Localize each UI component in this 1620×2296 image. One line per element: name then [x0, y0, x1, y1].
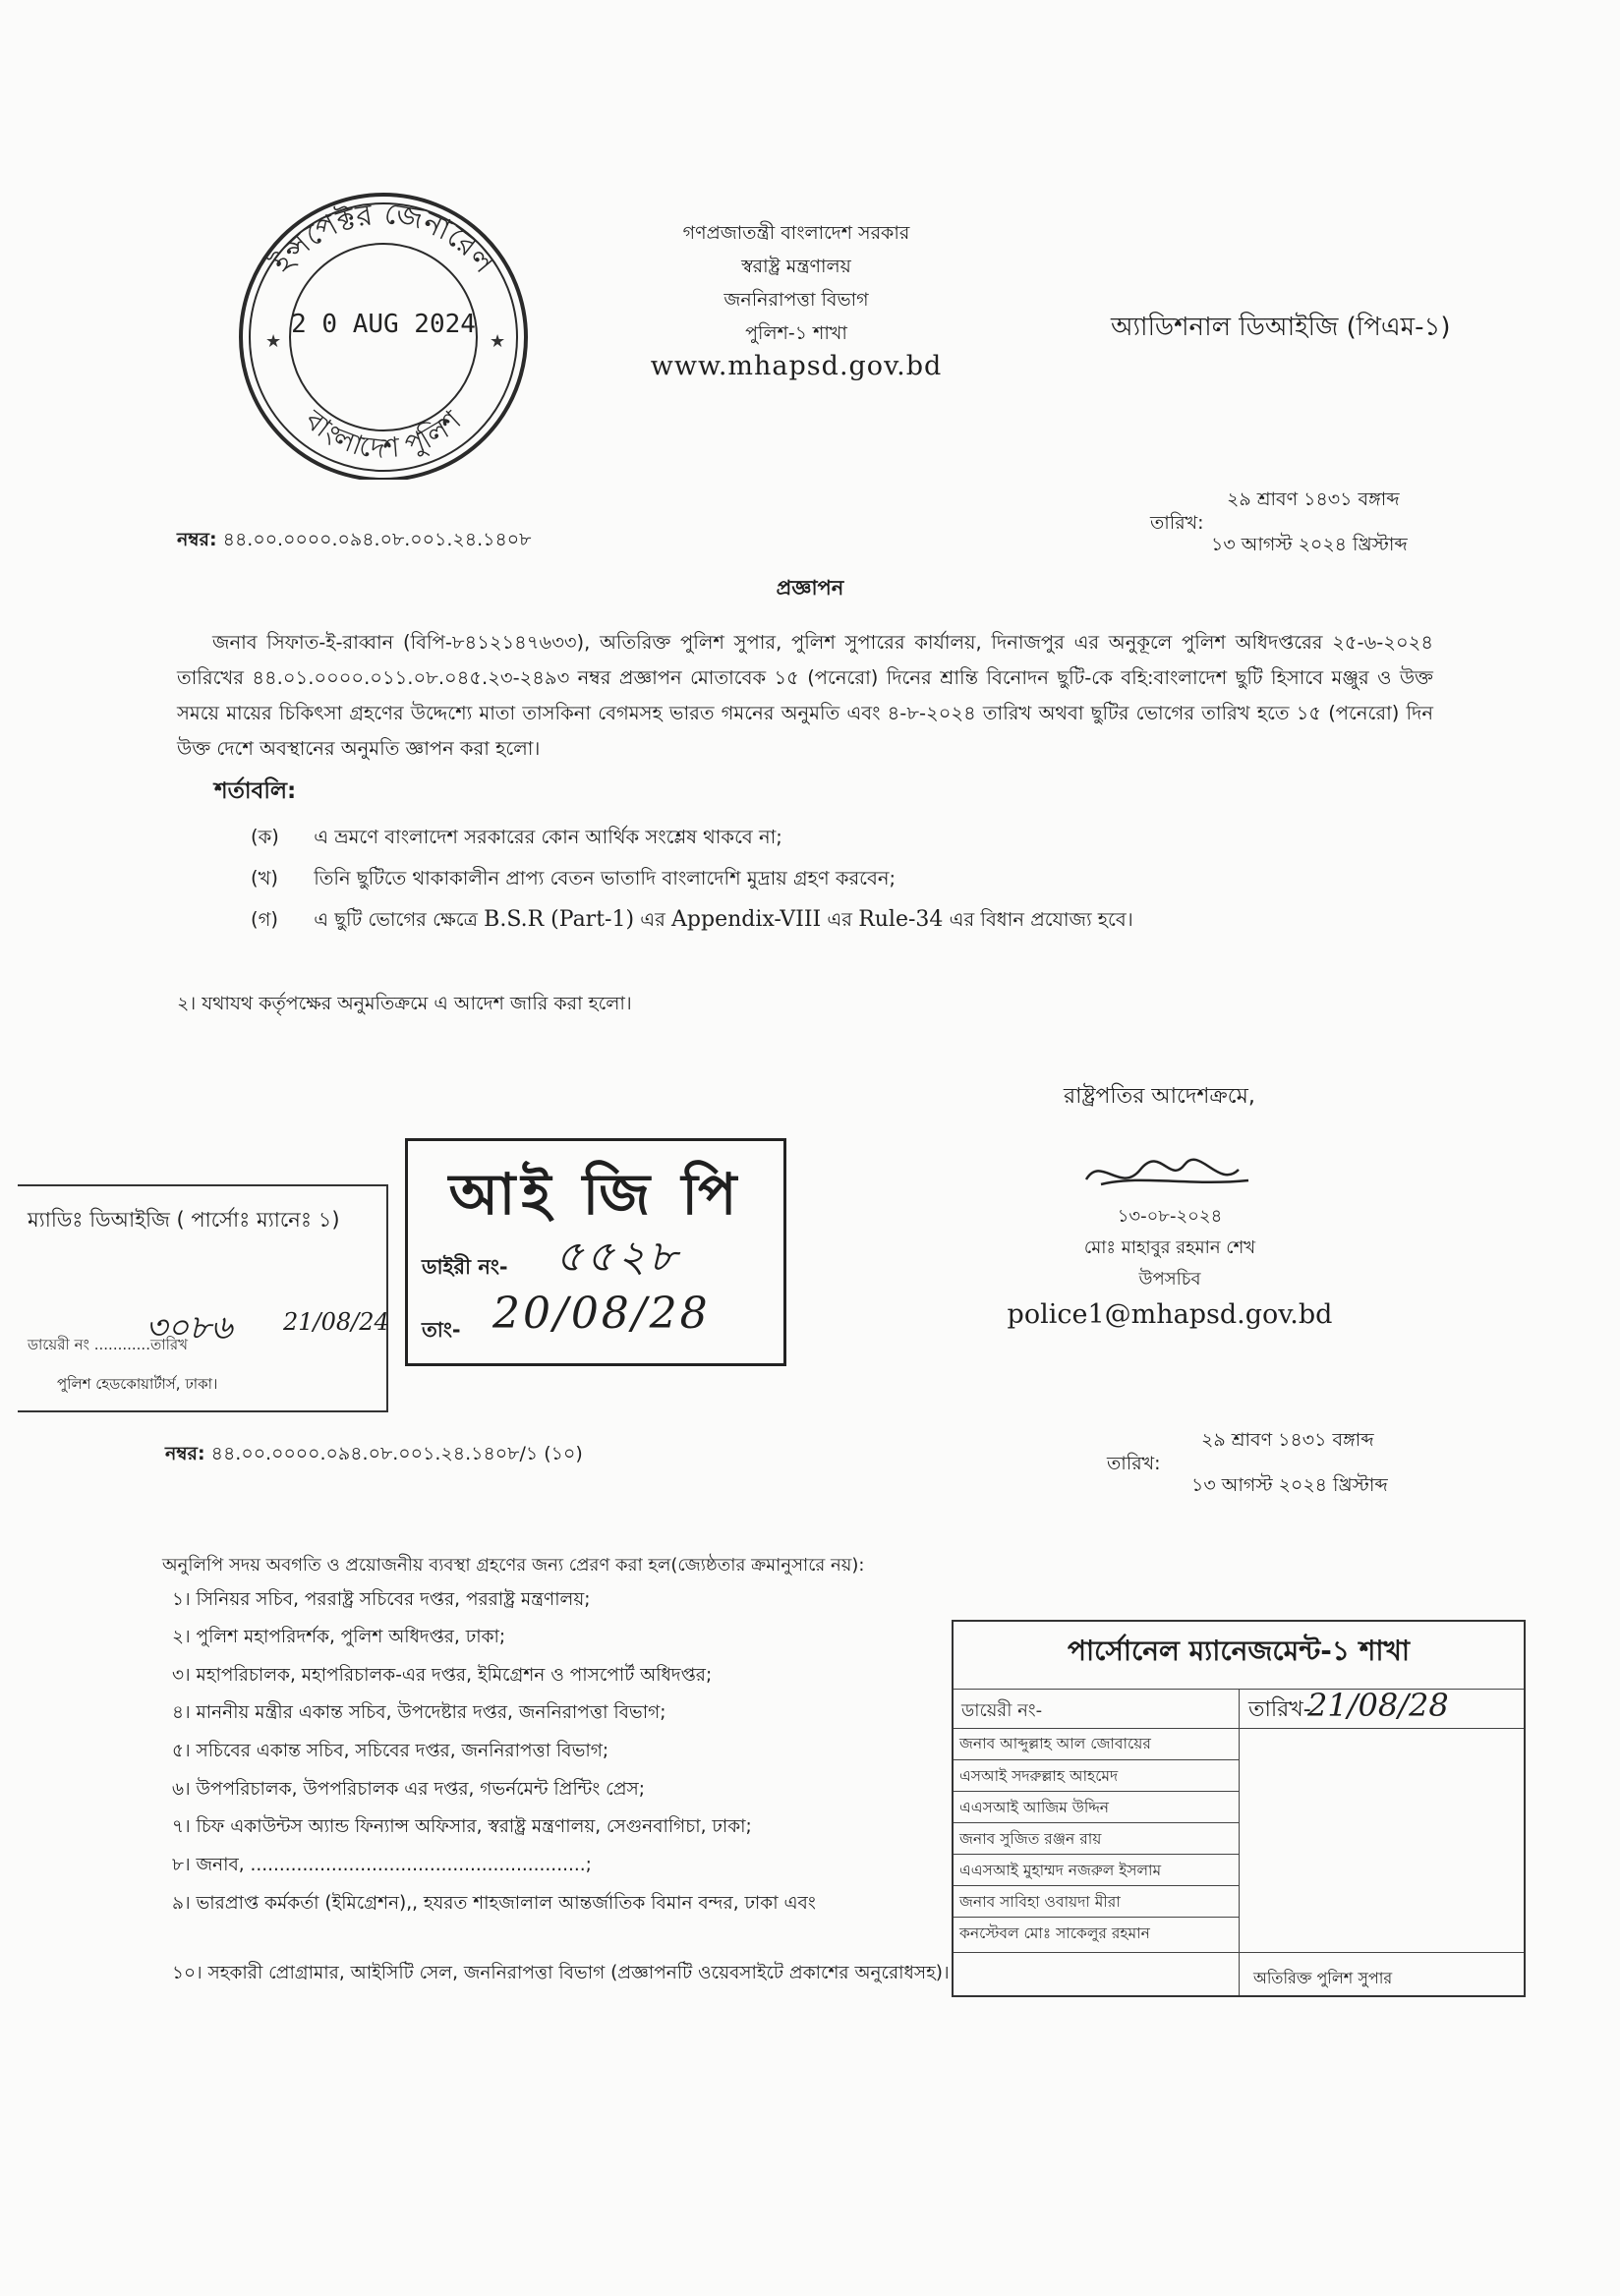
date-bangla: ২৯ শ্রাবণ ১৪৩১ বঙ্গাব্দ [1227, 488, 1400, 510]
branch-officer: কনস্টেবল মোঃ সাকেলুর রহমান [959, 1924, 1150, 1942]
igp-diary-stamp [405, 1138, 786, 1366]
memo-number-value: ৪৪.০০.০০০০.০৯৪.০৮.০০১.২৪.১৪০৮ [222, 529, 532, 550]
branch-officer: এসআই সদরুল্লাহ আহমেদ [959, 1767, 1119, 1785]
memo-number-value: ৪৪.০০.০০০০.০৯৪.০৮.০০১.২৪.১৪০৮/১ (১০) [210, 1443, 583, 1464]
copy-recipient: ৯। ভারপ্রাপ্ত কর্মকর্তা (ইমিগ্রেশন),, হযরত শাহজালাল আন্তর্জাতিক বিমান বন্দর, ঢাকা এবং [172, 1893, 816, 1914]
signer-designation: উপসচিব [1138, 1269, 1201, 1290]
date-english: ১৩ আগস্ট ২০২৪ খ্রিস্টাব্দ [1191, 1474, 1388, 1496]
branch-diary-label: ডায়েরী নং- [961, 1700, 1043, 1721]
copy-recipient: ৪। মাননীয় মন্ত্রীর একান্ত সচিব, উপদেষ্টার দপ্তর, জননিরাপত্তা বিভাগ; [172, 1702, 666, 1723]
sign-date: ১৩-০৮-২০২৪ [1117, 1206, 1223, 1227]
condition-key: (ক) [251, 826, 279, 848]
handwritten-date: 21/08/24 [283, 1308, 389, 1336]
copy-recipient: ১। সিনিয়র সচিব, পররাষ্ট্র সচিবের দপ্তর, পররাষ্ট্র মন্ত্রণালয়; [172, 1589, 591, 1610]
header-line-4: পুলিশ-১ শাখা [745, 322, 847, 344]
copy-recipient: ৭। চিফ একাউন্টস অ্যান্ড ফিন্যান্স অফিসার, স্বরাষ্ট্র মন্ত্রণালয়, সেগুনবাগিচা, ঢাকা; [172, 1816, 752, 1837]
star-icon: ★ [265, 331, 282, 352]
condition-text: এ ছুটি ভোগের ক্ষেত্রে [314, 908, 478, 931]
website-link[interactable]: www.mhapsd.gov.bd [650, 351, 943, 381]
signatory-block [1003, 1201, 1337, 1331]
header-line-3: জননিরাপত্তা বিভাগ [723, 289, 869, 311]
header-line-1: গণপ্রজাতন্ত্রী বাংলাদেশ সরকার [682, 222, 910, 244]
condition-item [251, 906, 1133, 938]
condition-item [251, 865, 896, 896]
copy-intro: অনুলিপি সদয় অবগতি ও প্রয়োজনীয় ব্যবস্থা গ্রহণের জন্য প্রেরণ করা হল(জ্যেষ্ঠতার ক্রমানুসারে নয়): [162, 1555, 865, 1576]
memo-label: নম্বর: [165, 1443, 205, 1464]
date-label: তারিখ: [1150, 512, 1204, 534]
para-2: ২। যথাযথ কর্তৃপক্ষের অনুমতিক্রমে এ আদেশ জারি করা হলো। [177, 993, 632, 1014]
condition-item [251, 824, 782, 855]
star-icon: ★ [490, 331, 506, 352]
condition-key: (গ) [251, 908, 278, 931]
seal-date: 2 0 AUG 2024 [291, 310, 476, 339]
seal-bottom-text: বাংলাদেশ পুলিশ [299, 403, 468, 465]
igp-date-label: তাং- [422, 1318, 461, 1342]
copy-recipient: ১০। সহকারী প্রোগ্রামার, আইসিটি সেল, জননিরাপত্তা বিভাগ (প্রজ্ঞাপনটি ওয়েবসাইটে প্রকাশের অনুরোধসহ)। [172, 1963, 950, 1983]
date-bangla: ২৯ শ্রাবণ ১৪৩১ বঙ্গাব্দ [1201, 1429, 1374, 1451]
branch-date-label: তারিখ- [1248, 1697, 1311, 1722]
copy-recipient: ৮। জনাব, ..........................................................; [172, 1855, 592, 1875]
igp-diary-label: ডাইরী নং- [422, 1255, 508, 1279]
condition-text: তিনি ছুটিতে থাকাকালীন প্রাপ্য বেতন ভাতাদি বাংলাদেশি মুদ্রায় গ্রহণ করবেন; [314, 867, 897, 890]
condition-text: এর [640, 908, 665, 931]
branch-officer: জনাব সাবিহা ওবায়দা মীরা [959, 1893, 1121, 1911]
condition-text: এর [827, 908, 852, 931]
stamp-title: ম্যাডিঃ ডিআইজি ( পার্সোঃ ম্যানেঃ ১) [28, 1208, 340, 1232]
condition-latin: B.S.R (Part-1) [484, 907, 635, 932]
condition-key: (খ) [251, 867, 279, 890]
stamp-diary-date-label: ডায়েরী নং ............তারিখ [28, 1336, 188, 1353]
ministry-header [550, 216, 1042, 383]
condition-latin: Appendix-VIII [671, 907, 822, 932]
addl-dig-note: অ্যাডিশনাল ডিআইজি (পিএম-১) [1111, 313, 1451, 342]
notice-body: জনাব সিফাত-ই-রাব্বান (বিপি-৮৪১২১৪৭৬৩৩), অতিরিক্ত পুলিশ সুপার, পুলিশ সুপারের কার্যালয়, দিনাজপুর এর অনুকূলে পুলিশ অধিদপ্তরের ২৫-৬-২০২৪ তারিখের ৪৪.০১.০০০০.০১১.০৮.০৪৫.২৩-২৪৯৩ নম্বর প্রজ্ঞাপন মোতাবেক ১৫ (পনেরো) দিনের শ্রান্তি বিনোদন ছুটি-কে বহি:বাংলাদেশ ছুটি হিসাবে মঞ্জুর ও উক্ত সময়ে মায়ের চিকিৎসা গ্রহণের উদ্দেশ্যে মাতা তাসকিনা বেগমসহ ভারত গমনের অনুমতি এবং ৪-৮-২০২৪ তারিখ অথবা ছুটির ভোগের তারিখ হতে ১৫ (পনেরো) দিন উক্ত দেশে অবস্থানের অনুমতি জ্ঞাপন করা হলো। [177, 631, 1433, 760]
copy-memo-number [165, 1440, 583, 1471]
personnel-management-stamp [952, 1620, 1526, 1997]
igp-round-seal [226, 185, 541, 480]
branch-date-value: 21/08/28 [1307, 1687, 1449, 1724]
signature-scribble [1081, 1145, 1258, 1204]
copy-recipient: ৩। মহাপরিচালক, মহাপরিচালক-এর দপ্তর, ইমিগ্রেশন ও পাসপোর্ট অধিদপ্তর; [172, 1665, 713, 1686]
president-order: রাষ্ট্রপতির আদেশক্রমে, [1064, 1084, 1255, 1109]
branch-officer: এএসআই মুহাম্মদ নজরুল ইসলাম [959, 1862, 1162, 1879]
copy-recipient: ২। পুলিশ মহাপরিদর্শক, পুলিশ অধিদপ্তর, ঢাকা; [172, 1627, 506, 1647]
branch-officer: জনাব আব্দুল্লাহ আল জোবায়ের [959, 1735, 1151, 1752]
igp-stamp-title: আই জি পি [448, 1161, 743, 1228]
date-label: তারিখ: [1107, 1453, 1161, 1474]
notice-title: প্রজ্ঞাপন [776, 576, 844, 600]
memo-label: নম্বর: [177, 529, 217, 550]
date-english: ১৩ আগস্ট ২০২৪ খ্রিস্টাব্দ [1211, 534, 1408, 555]
condition-text: এ ভ্রমণে বাংলাদেশ সরকারের কোন আর্থিক সংশ্লেষ থাকবে না; [314, 826, 782, 848]
addl-dig-receipt-stamp [18, 1184, 388, 1412]
igp-diary-no: ৫৫২৮ [555, 1232, 680, 1282]
copy-recipient: ৬। উপপরিচালক, উপপরিচালক এর দপ্তর, গভর্নমেন্ট প্রিন্টিং প্রেস; [172, 1779, 645, 1800]
igp-date-value: 20/08/28 [492, 1289, 711, 1339]
signer-email[interactable]: police1@mhapsd.gov.bd [1007, 1299, 1333, 1330]
header-line-2: স্বরাষ্ট্র মন্ত্রণালয় [741, 256, 851, 277]
memo-number [177, 526, 531, 557]
condition-text: এর বিধান প্রযোজ্য হবে। [949, 908, 1133, 931]
branch-signature-line: অতিরিক্ত পুলিশ সুপার [1253, 1969, 1393, 1987]
branch-officer: এএসআই আজিম উদ্দিন [959, 1799, 1110, 1816]
conditions-heading: শর্তাবলি: [214, 778, 297, 804]
copy-recipient: ৫। সচিবের একান্ত সচিব, সচিবের দপ্তর, জননিরাপত্তা বিভাগ; [172, 1741, 609, 1761]
seal-top-text: ইন্সপেক্টর জেনারেল [264, 196, 502, 280]
stamp-office: পুলিশ হেডকোয়ার্টার্স, ঢাকা। [57, 1375, 218, 1393]
handwritten-diary-no: ৩০৮৬ [145, 1308, 233, 1348]
condition-latin: Rule-34 [858, 907, 944, 932]
signer-name: মোঃ মাহাবুর রহমান শেখ [1083, 1237, 1256, 1258]
branch-stamp-title: পার্সোনেল ম্যানেজমেন্ট-১ শাখা [1068, 1635, 1410, 1667]
branch-officer: জনাব সুজিত রঞ্জন রায় [959, 1830, 1102, 1848]
